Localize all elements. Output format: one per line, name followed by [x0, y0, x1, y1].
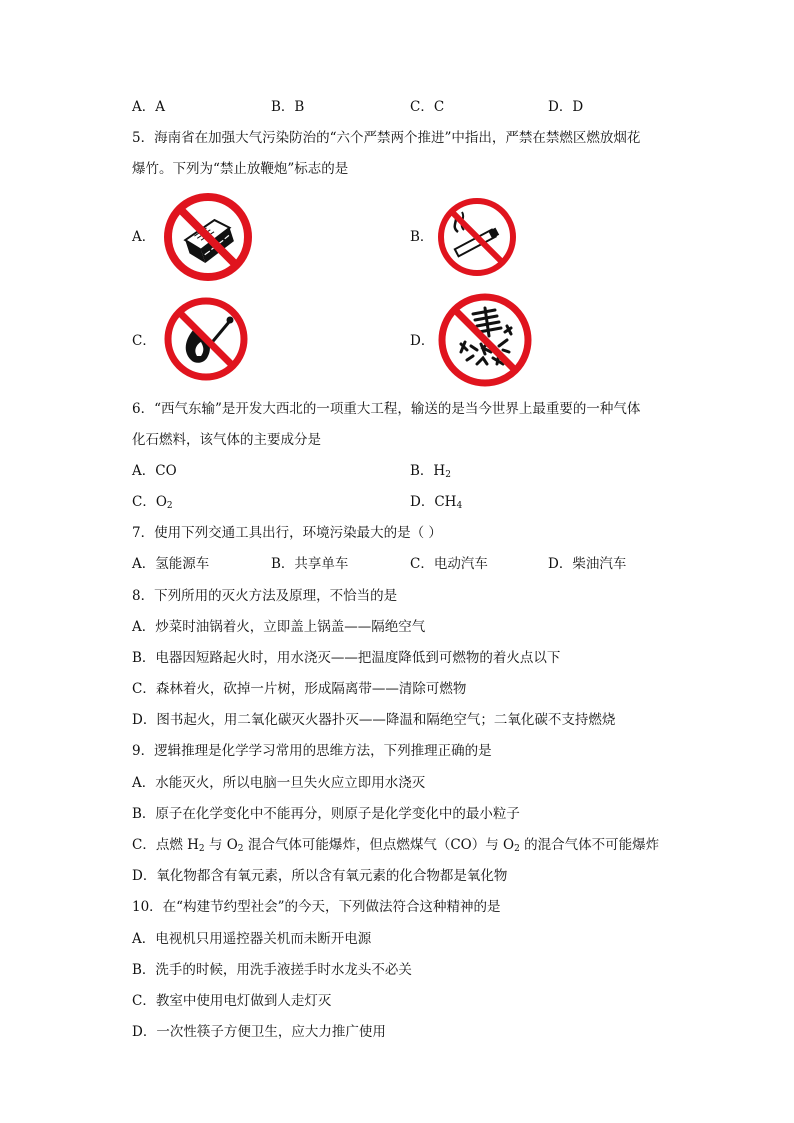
- no-firecrackers-icon: [437, 292, 533, 388]
- q5-sign-a: [162, 191, 254, 287]
- q6-option-c: C．$O_2$: [132, 494, 173, 511]
- q8-option-c: C．森林着火，砍掉一片树，形成隔离带——清除可燃物: [132, 681, 467, 697]
- q8-option-a: A．炒菜时油锅着火，立即盖上锅盖——隔绝空气: [132, 619, 426, 635]
- q6-option-b: B．$H_2$: [410, 463, 451, 480]
- q10-option-b: B．洗手的时候，用洗手液搓手时水龙头不必关: [132, 962, 412, 978]
- q6-option-d: D．$CH_4$: [410, 494, 463, 511]
- q7-option-c: C．电动汽车: [410, 556, 488, 572]
- q5-sign-c: [163, 296, 249, 386]
- q5-label-b: B．: [410, 229, 434, 245]
- q9-option-c: C．点燃 $H_2$ 与 $O_2$ 混合气体可能爆炸，但点燃煤气（CO）与 $O_2$ 的混合气体不可能爆炸: [132, 837, 660, 854]
- q6-option-a: A．CO: [132, 463, 177, 479]
- q5-label-a: A．: [132, 229, 156, 245]
- q5-stem-line2: 爆竹。下列为“禁止放鞭炮”标志的是: [132, 161, 349, 177]
- no-open-flame-icon: [163, 296, 249, 382]
- q8-stem: 8．下列所用的灭火方法及原理，不恰当的是: [132, 588, 398, 604]
- q4-option-c: C．C: [410, 99, 445, 115]
- q5-sign-d: [437, 292, 533, 392]
- q5-label-d: D．: [410, 333, 435, 349]
- q4-option-a: A．A: [132, 99, 165, 115]
- q5-label-c: C．: [132, 333, 156, 349]
- q8-option-d: D．图书起火，用二氧化碳灭火器扑灭——降温和隔绝空气；二氧化碳不支持燃烧: [132, 712, 616, 728]
- q6-stem-line1: 6．“西气东输”是开发大西北的一项重大工程，输送的是当今世界上最重要的一种气体: [132, 401, 641, 417]
- q4-option-b: B．B: [271, 99, 305, 115]
- q7-option-b: B．共享单车: [271, 556, 349, 572]
- q7-stem: 7．使用下列交通工具出行，环境污染最大的是（ ）: [132, 525, 442, 541]
- no-smoking-icon: [436, 196, 518, 278]
- q10-option-d: D．一次性筷子方便卫生，应大力推广使用: [132, 1024, 386, 1040]
- q5-sign-b: [436, 196, 518, 282]
- q4-option-d: D．D: [548, 99, 584, 115]
- q5-stem-line1: 5．海南省在加强大气污染防治的“六个严禁两个推进”中指出，严禁在禁燃区燃放烟花: [132, 130, 641, 146]
- q6-stem-line2: 化石燃料，该气体的主要成分是: [132, 432, 321, 448]
- q9-option-d: D．氧化物都含有氧元素，所以含有氧元素的化合物都是氧化物: [132, 868, 508, 884]
- q10-stem: 10．在“构建节约型社会”的今天，下列做法符合这种精神的是: [132, 899, 501, 915]
- q9-stem: 9．逻辑推理是化学学习常用的思维方法，下列推理正确的是: [132, 743, 492, 759]
- q7-option-a: A．氢能源车: [132, 556, 210, 572]
- q7-option-d: D．柴油汽车: [548, 556, 627, 572]
- q10-option-a: A．电视机只用遥控器关机而未断开电源: [132, 931, 372, 947]
- q9-option-b: B．原子在化学变化中不能再分，则原子是化学变化中的最小粒子: [132, 806, 520, 822]
- q9-option-a: A．水能灭火，所以电脑一旦失火应立即用水浇灭: [132, 775, 426, 791]
- q10-option-c: C．教室中使用电灯做到人走灯灭: [132, 993, 332, 1009]
- q8-option-b: B．电器因短路起火时，用水浇灭——把温度降低到可燃物的着火点以下: [132, 650, 561, 666]
- no-matches-icon: [162, 191, 254, 283]
